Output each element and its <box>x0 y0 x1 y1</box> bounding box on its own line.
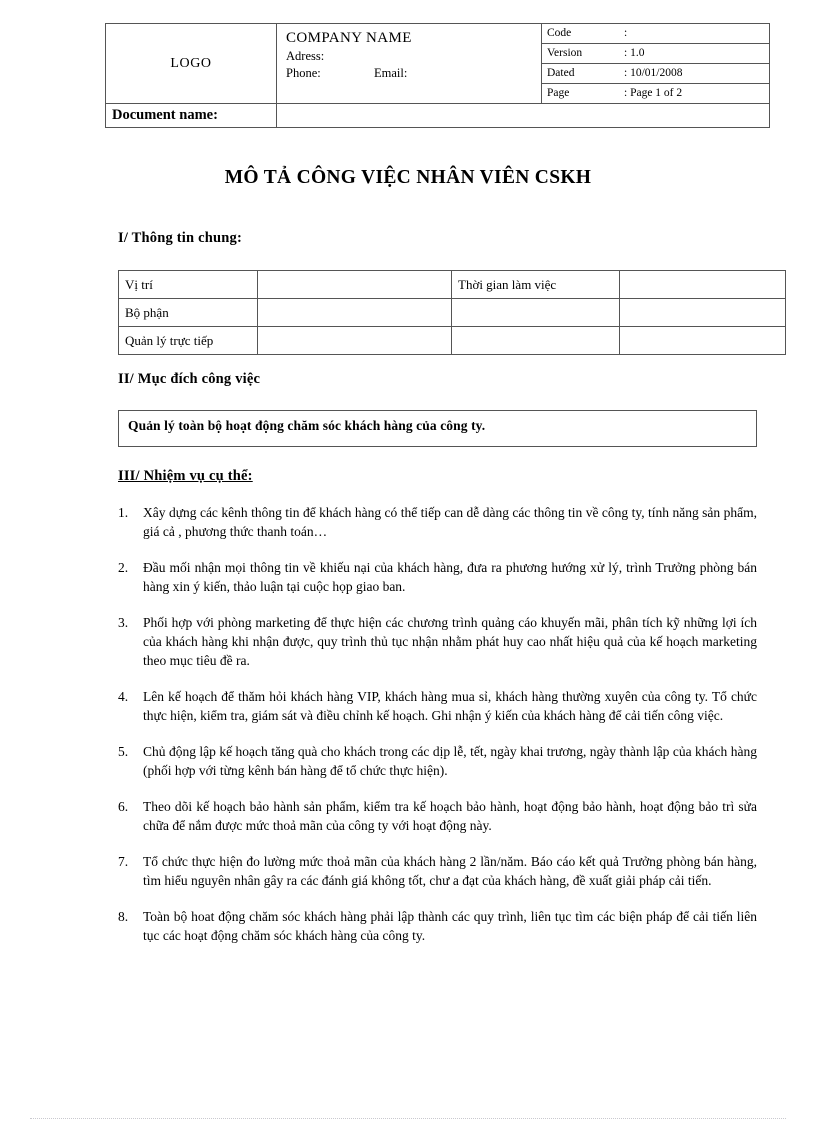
duty-text: Phối hợp với phòng marketing để thực hiện các chương trình quảng cáo khuyến mãi, phân tích kỹ những lợi ích của khách hàng khi nhận được, quy trình thủ tục nhận nhằm phát huy cao nhất hiệu quả của kế hoạch marketing theo mục tiêu đề ra. <box>143 615 757 668</box>
document-meta-cell <box>542 24 770 104</box>
info-value-direct-manager[interactable] <box>258 327 452 355</box>
company-email-label: Email: <box>374 66 408 80</box>
duty-number: 8. <box>118 909 129 924</box>
meta-key-version: Version <box>542 44 619 64</box>
meta-key-dated: Dated <box>542 64 619 84</box>
section-heading-duties: III/ Nhiệm vụ cụ thể: <box>118 468 253 484</box>
table-row <box>119 299 786 327</box>
purpose-box <box>118 410 757 447</box>
list-item <box>118 687 757 725</box>
duty-text: Toàn bộ hoat động chăm sóc khách hàng phải lập thành các quy trình, liên tục tìm các biện pháp để cải tiến liên tục các hoạt động chăm sóc khách hàng của công ty. <box>143 909 757 943</box>
general-info-table <box>118 270 786 355</box>
duty-number: 6. <box>118 799 129 814</box>
duty-text: Chủ động lập kế hoạch tăng quà cho khách trong các dịp lễ, tết, ngày khai trương, ngày thành lập của khách hàng (phối hợp với từng kênh bán hàng để tổ chức thực hiện). <box>143 744 757 778</box>
header-main-row <box>106 24 770 104</box>
meta-key-code: Code <box>542 24 619 44</box>
duty-number: 2. <box>118 560 129 575</box>
duty-text: Đầu mối nhận mọi thông tin về khiếu nại của khách hàng, đưa ra phương hướng xử lý, trình Trưởng phòng bán hàng xin ý kiến, thảo luận tại cuộc họp giao ban. <box>143 560 757 594</box>
header-docname-row <box>106 104 770 128</box>
document-header-table <box>105 23 770 128</box>
list-item <box>118 613 757 670</box>
duty-number: 7. <box>118 854 129 869</box>
table-row <box>119 271 786 299</box>
duty-text: Theo dõi kế hoạch bảo hành sản phẩm, kiểm tra kế hoạch bảo hành, hoạt động bảo hành, hoạt động bảo trì sửa chữa để nắm được mức thoả mãn của công ty với hoạt động này. <box>143 799 757 833</box>
list-item <box>118 742 757 780</box>
company-name: COMPANY NAME <box>286 30 412 46</box>
meta-row-version <box>542 44 769 64</box>
document-name-value <box>277 104 770 128</box>
duty-number: 5. <box>118 744 129 759</box>
meta-value-version: : 1.0 <box>619 44 769 64</box>
duty-text: Lên kế hoạch để thăm hỏi khách hàng VIP, khách hàng mua sỉ, khách hàng thường xuyên của công ty. Tổ chức thực hiện, kiểm tra, giám sát và điều chỉnh kế hoạch. Ghi nhận ý kiến của khách hàng để cải tiến công việc. <box>143 689 757 723</box>
company-info-cell <box>277 24 542 104</box>
meta-row-dated <box>542 64 769 84</box>
duty-number: 3. <box>118 615 129 630</box>
duty-number: 4. <box>118 689 129 704</box>
list-item <box>118 797 757 835</box>
section-heading-purpose: II/ Mục đích công việc <box>118 371 261 387</box>
info-value-working-time[interactable] <box>620 271 786 299</box>
meta-row-page <box>542 84 769 104</box>
meta-value-page: : Page 1 of 2 <box>624 87 683 99</box>
logo-label: LOGO <box>170 55 212 71</box>
company-contact-line <box>286 65 541 82</box>
info-blank-c4-row2[interactable] <box>620 299 786 327</box>
meta-key-page: Page <box>547 87 570 99</box>
info-label-direct-manager: Quản lý trực tiếp <box>119 327 258 355</box>
document-name-label: Document name: <box>106 104 277 128</box>
duty-text: Tổ chức thực hiện đo lường mức thoả mãn của khách hàng 2 lần/năm. Báo cáo kết quả Trưởng phòng bán hàng, tìm hiểu nguyên nhân gây ra các đánh giá không tốt, chư a đạt của khách hàng, đề xuất giải pháp cải tiến. <box>143 854 757 888</box>
list-item <box>118 907 757 945</box>
purpose-text: Quản lý toàn bộ hoạt động chăm sóc khách hàng của công ty. <box>128 418 486 433</box>
list-item <box>118 558 757 596</box>
section-heading-general-info: I/ Thông tin chung: <box>118 230 243 246</box>
duties-list <box>118 503 757 962</box>
duty-number: 1. <box>118 505 129 520</box>
list-item <box>118 503 757 541</box>
meta-row-code <box>542 24 769 44</box>
info-label-position: Vị trí <box>119 271 258 299</box>
logo-cell <box>106 24 277 104</box>
company-address-label: Adress: <box>286 49 325 63</box>
document-meta-table <box>542 24 769 103</box>
footer-divider <box>30 1118 786 1119</box>
company-phone-label: Phone: <box>286 66 321 80</box>
meta-value-dated: : 10/01/2008 <box>619 64 769 84</box>
info-label-department: Bộ phận <box>119 299 258 327</box>
meta-value-code: : <box>619 24 769 44</box>
list-item <box>118 852 757 890</box>
info-blank-c3-row2[interactable] <box>452 299 620 327</box>
info-value-department[interactable] <box>258 299 452 327</box>
info-blank-c3-row3[interactable] <box>452 327 620 355</box>
duty-text: Xây dựng các kênh thông tin để khách hàng có thể tiếp can dễ dàng các thông tin về công ty, tính năng sản phẩm, giá cả , phương thức thanh toán… <box>143 505 757 539</box>
table-row <box>119 327 786 355</box>
info-value-position[interactable] <box>258 271 452 299</box>
page-title: MÔ TẢ CÔNG VIỆC NHÂN VIÊN CSKH <box>224 167 592 188</box>
info-label-working-time: Thời gian làm việc <box>452 271 620 299</box>
info-blank-c4-row3[interactable] <box>620 327 786 355</box>
